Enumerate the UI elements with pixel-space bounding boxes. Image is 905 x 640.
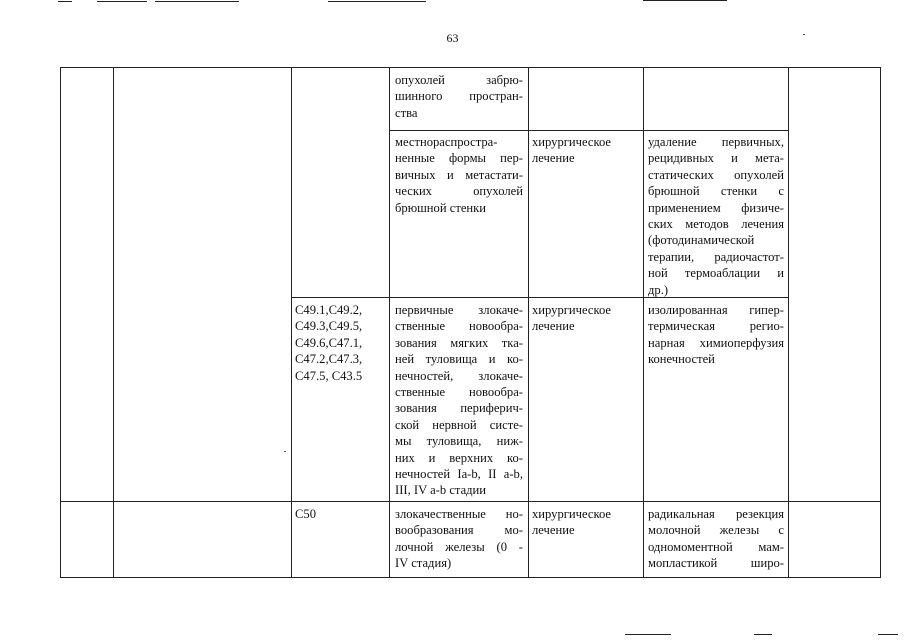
icd-codes-cell <box>295 302 385 384</box>
cell-text-line: конечностей <box>648 352 715 367</box>
diagnosis-cell <box>395 72 523 121</box>
row-divider <box>60 501 881 502</box>
cell-text-line: вичных и метастати- <box>395 167 523 182</box>
cell-text-line: вообразования мо- <box>395 523 523 538</box>
table-border-bottom <box>60 577 881 578</box>
cell-text-line: зования мягких тка- <box>395 335 523 350</box>
cell-text-line: них и верхних ко- <box>395 450 523 465</box>
cell-text-line: ства <box>395 105 418 120</box>
cell-text-line: нечностей Ia-b, II a-b, <box>395 467 523 482</box>
row-divider <box>389 130 789 131</box>
cell-text-line: C49.6,C47.1, <box>295 335 363 350</box>
cell-text-line: C50 <box>295 507 316 521</box>
treatment-method-cell <box>648 302 784 368</box>
cell-text-line: первичные злокаче- <box>395 303 523 317</box>
cell-text-line: радикальная резекция <box>648 507 784 521</box>
cell-text-line: ней туловища и ко- <box>395 352 523 367</box>
cell-text-line: ненные формы пер- <box>395 151 523 166</box>
cell-text-line: молочной железы с <box>648 523 784 538</box>
cell-text-line: C49.1,C49.2, <box>295 303 363 317</box>
cell-text-line: брюшной стенки <box>395 200 487 215</box>
cell-text-line: хирургическое <box>532 303 612 317</box>
bottom-rule-fragment <box>754 634 772 635</box>
cell-text-line: лечение <box>532 151 575 166</box>
cell-text-line: ской нервной систе- <box>395 417 523 432</box>
treatment-method-cell <box>648 506 784 572</box>
diagnosis-cell <box>395 506 523 572</box>
cell-text-line: изолированная гипер- <box>648 303 784 317</box>
cell-text-line: лочной железы (0 - <box>395 539 523 554</box>
cell-text-line: нарная химиоперфузия <box>648 335 784 350</box>
cell-text-line: C47.5, C43.5 <box>295 368 363 383</box>
cell-text-line: (фотодинамической <box>648 233 755 248</box>
diagnosis-cell <box>395 134 523 216</box>
cell-text-line: C49.3,C49.5, <box>295 319 363 334</box>
diagnosis-cell <box>395 302 523 499</box>
cell-text-line: ной термоаблации и <box>648 266 784 281</box>
cell-text-line: одномоментной мам- <box>648 539 784 554</box>
bottom-rule-fragment <box>625 634 671 635</box>
cell-text-line: мопластикой широ- <box>648 556 784 571</box>
cell-text-line: ственные новообра- <box>395 319 523 334</box>
treatment-method-cell <box>648 134 784 298</box>
cell-text-line: нечностей, злокаче- <box>395 368 523 383</box>
cell-text-line: хирургическое <box>532 135 612 149</box>
cell-text-line: шинного простран- <box>395 89 523 104</box>
cell-text-line: III, IV a-b стадии <box>395 483 487 498</box>
cell-text-line: зования периферич- <box>395 401 523 416</box>
cell-text-line: опухолей забрю- <box>395 73 523 87</box>
cell-text-line: хирургическое <box>532 507 612 521</box>
icd-codes-cell <box>295 506 385 522</box>
cell-text-line: C47.2,C47.3, <box>295 352 363 367</box>
cell-text-line: статических опухолей <box>648 167 784 182</box>
cell-text-line: термическая регио- <box>648 319 784 334</box>
scan-speck <box>284 451 286 452</box>
treatment-type-cell <box>532 134 637 167</box>
cell-text-line: лечение <box>532 523 575 538</box>
cell-text-line: IV стадия) <box>395 556 452 571</box>
table-border-top <box>60 67 881 68</box>
cell-text-line: применением физиче- <box>648 200 784 215</box>
cell-text-line: терапии, радиочастот- <box>648 249 784 264</box>
cell-text-line: местнораспростра- <box>395 135 498 149</box>
cell-text-line: др.) <box>648 282 669 297</box>
cell-text-line: удаление первичных, <box>648 135 784 149</box>
page-number: 63 <box>446 31 459 45</box>
scan-speck <box>803 34 805 35</box>
cell-text-line: брюшной стенки с <box>648 184 784 199</box>
treatment-type-cell <box>532 506 637 539</box>
cell-text-line: злокачественные но- <box>395 507 523 521</box>
cell-text-line: рецидивных и мета- <box>648 151 784 166</box>
cell-text-line: ческих опухолей <box>395 184 523 199</box>
treatment-type-cell <box>532 302 637 335</box>
cell-text-line: ских методов лечения <box>648 217 784 232</box>
cell-text-line: ственные новообра- <box>395 385 523 400</box>
bottom-rule-fragment <box>878 634 898 635</box>
cell-text-line: мы туловища, ниж- <box>395 434 523 449</box>
cell-text-line: лечение <box>532 319 575 334</box>
